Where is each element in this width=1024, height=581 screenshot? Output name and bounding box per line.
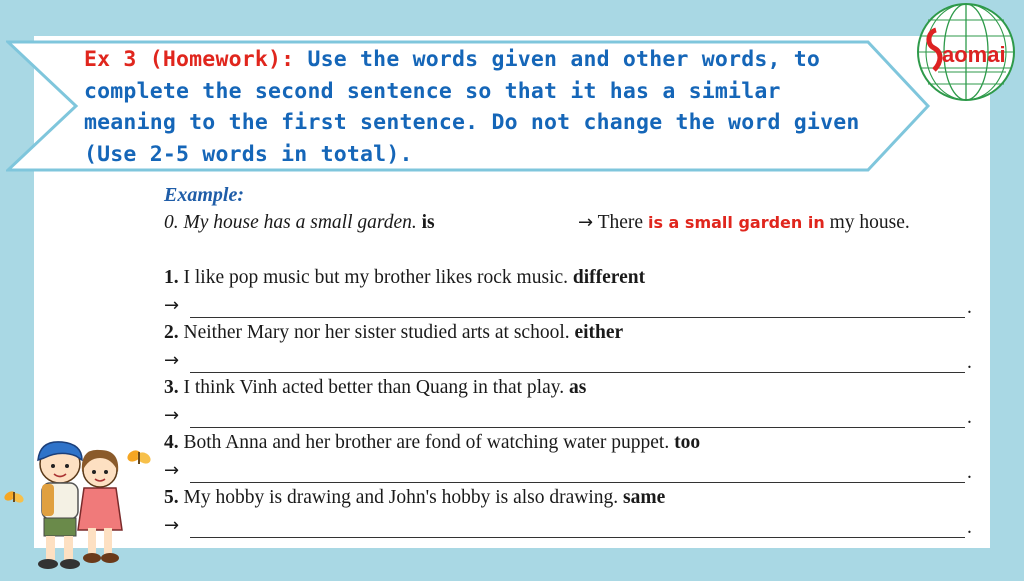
exercise-sentence: I like pop music but my brother likes rock music. — [178, 267, 573, 288]
example-question — [164, 212, 435, 234]
exercise-item-2 — [164, 322, 623, 344]
arrow-icon: → — [164, 460, 180, 481]
example-answer — [578, 212, 910, 234]
blank-line[interactable] — [190, 317, 965, 318]
arrow-icon: → — [164, 295, 180, 316]
exercise-keyword: as — [568, 377, 587, 398]
blank-line[interactable] — [190, 372, 965, 373]
blank-line[interactable] — [190, 482, 965, 483]
exercise-number: 1. — [164, 267, 179, 288]
instruction-banner — [6, 40, 938, 172]
period: . — [967, 517, 972, 538]
exercise-item-1 — [164, 267, 645, 289]
instruction-text — [84, 44, 874, 170]
exercise-number: 4. — [164, 432, 179, 453]
saomai-logo — [914, 0, 1018, 104]
answer-line-2[interactable] — [164, 350, 976, 376]
period: . — [967, 462, 972, 483]
answer-line-1[interactable] — [164, 295, 976, 321]
exercise-number: 3. — [164, 377, 179, 398]
butterfly-icon — [3, 490, 25, 505]
exercise-number: 5. — [164, 487, 179, 508]
instruction-body: Use the words given and other words, to complete the second sentence so that it has a similar meaning to the first sentence. Do not change the word given (Use 2-5 words in total). — [84, 47, 860, 167]
exercise-number: 2. — [164, 322, 179, 343]
exercise-sentence: My hobby is drawing and John's hobby is also drawing. — [178, 487, 624, 508]
arrow-icon: → — [164, 515, 180, 536]
exercise-sentence: Neither Mary nor her sister studied arts at school. — [178, 322, 575, 343]
answer-line-5[interactable] — [164, 515, 976, 541]
exercise-sentence: I think Vinh acted better than Quang in that play. — [178, 377, 569, 398]
exercise-item-4 — [164, 432, 700, 454]
exercise-keyword: same — [623, 487, 666, 508]
answer-line-3[interactable] — [164, 405, 976, 431]
butterfly-icon — [125, 448, 152, 466]
answer-line-4[interactable] — [164, 460, 976, 486]
answer-end: my house. — [824, 212, 910, 233]
period: . — [967, 352, 972, 373]
example-title: Example: — [164, 184, 244, 206]
exercise-item-3 — [164, 377, 586, 399]
exercise-label: Ex 3 (Homework): — [84, 47, 295, 72]
svg-text:aomai: aomai — [942, 42, 1006, 67]
exercise-keyword: too — [674, 432, 701, 453]
answer-highlight: is a small garden in — [647, 213, 825, 232]
arrow-icon: → — [164, 350, 180, 371]
exercise-sentence: Both Anna and her brother are fond of watching water puppet. — [178, 432, 675, 453]
children-illustration — [0, 420, 160, 576]
example-sentence: 0. My house has a small garden. — [164, 212, 422, 233]
example-keyword: is — [421, 212, 435, 233]
exercise-item-5 — [164, 487, 665, 509]
arrow-icon: → — [164, 405, 180, 426]
period: . — [967, 297, 972, 318]
blank-line[interactable] — [190, 537, 965, 538]
arrow-icon: → — [578, 212, 594, 233]
period: . — [967, 407, 972, 428]
answer-start: There — [593, 212, 648, 233]
exercise-keyword: different — [572, 267, 646, 288]
exercise-keyword: either — [574, 322, 624, 343]
blank-line[interactable] — [190, 427, 965, 428]
